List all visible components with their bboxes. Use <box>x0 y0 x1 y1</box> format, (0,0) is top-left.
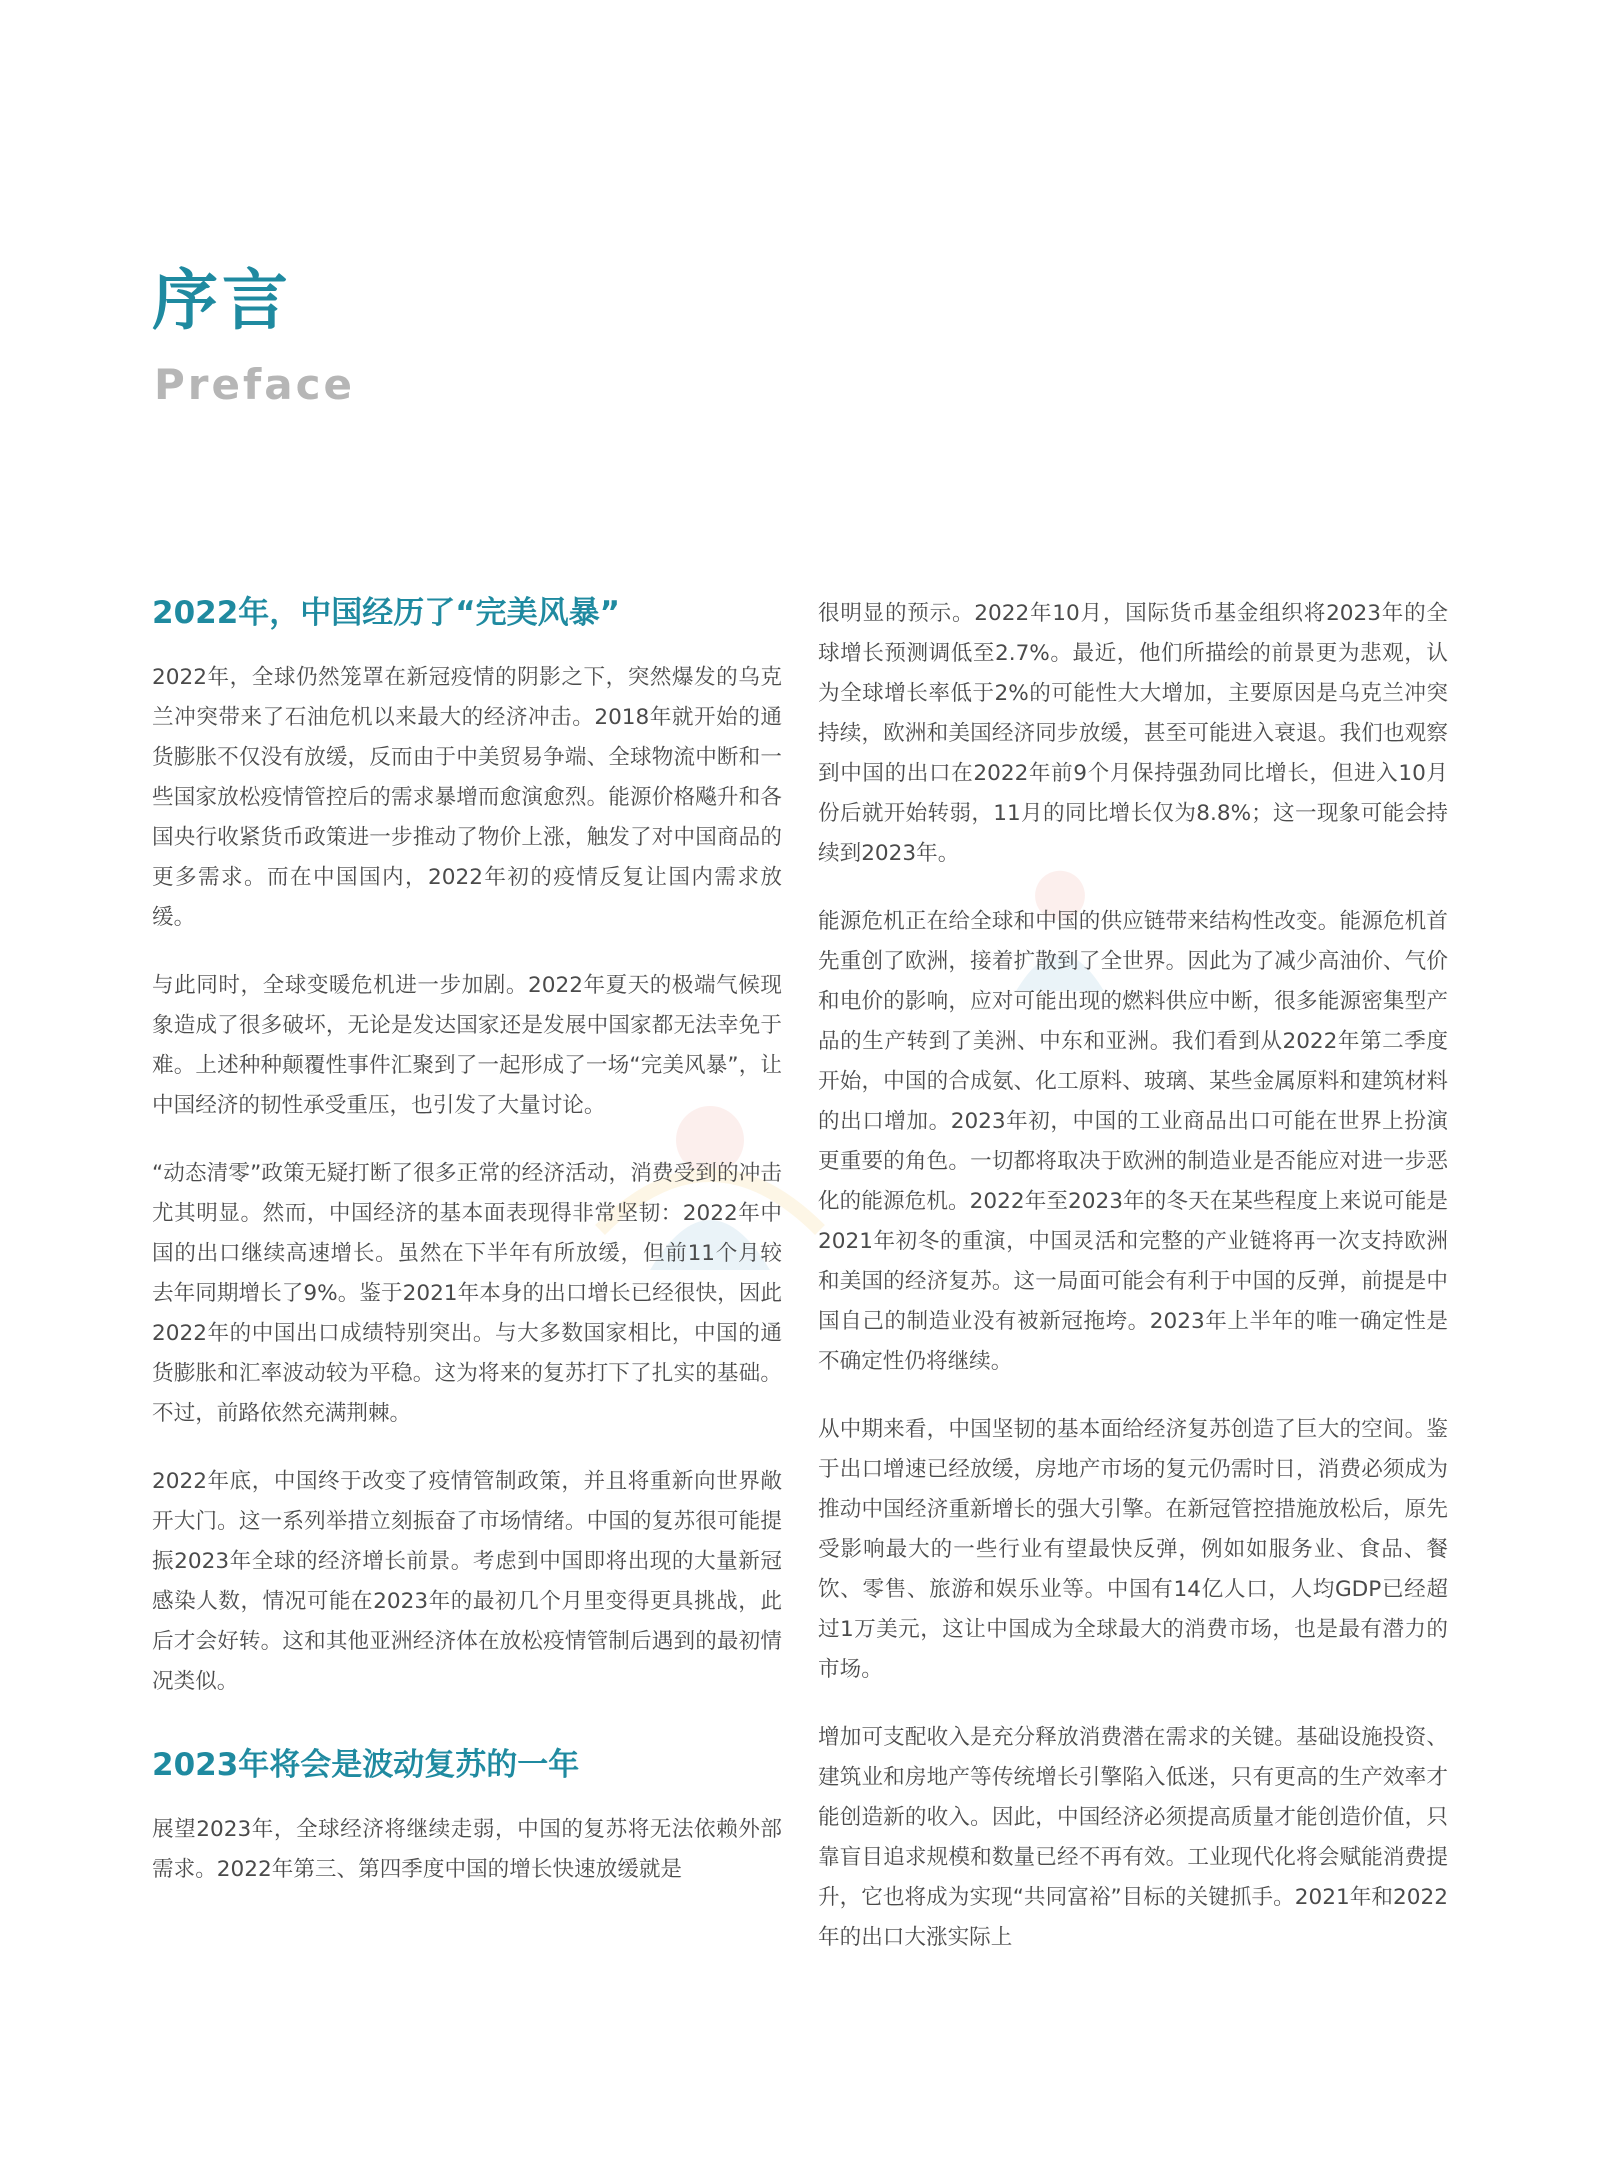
paragraph: 从中期来看，中国坚韧的基本面给经济复苏创造了巨大的空间。鉴于出口增速已经放缓，房地产市场的复元仍需时日，消费必须成为推动中国经济重新增长的强大引擎。在新冠管控措施放松后，原先受影响最大的一些行业有望最快反弹，例如如服务业、食品、餐饮、零售、旅游和娱乐业等。中国有14亿人口，人均GDP已经超过1万美元，这让中国成为全球最大的消费市场，也是最有潜力的市场。 <box>818 1417 1448 1682</box>
section-heading: 2023年将会是波动复苏的一年 <box>152 1747 580 1783</box>
paragraph: 展望2023年，全球经济将继续走弱，中国的复苏将无法依赖外部需求。2022年第三、第四季度中国的增长快速放缓就是 <box>152 1817 782 1882</box>
paragraph: 能源危机正在给全球和中国的供应链带来结构性改变。能源危机首先重创了欧洲，接着扩散到了全世界。因此为了减少高油价、气价和电价的影响，应对可能出现的燃料供应中断，很多能源密集型产品的生产转到了美洲、中东和亚洲。我们看到从2022年第二季度开始，中国的合成氨、化工原料、玻璃、某些金属原料和建筑材料的出口增加。2023年初，中国的工业商品出口可能在世界上扮演更重要的角色。一切都将取决于欧洲的制造业是否能应对进一步恶化的能源危机。2022年至2023年的冬天在某些程度上来说可能是2021年初冬的重演，中国灵活和完整的产业链将再一次支持欧洲和美国的经济复苏。这一局面可能会有利于中国的反弹，前提是中国自己的制造业没有被新冠拖垮。2023年上半年的唯一确定性是不确定性仍将继续。 <box>818 909 1448 1374</box>
paragraph: 很明显的预示。2022年10月，国际货币基金组织将2023年的全球增长预测调低至2.7%。最近，他们所描绘的前景更为悲观，认为全球增长率低于2%的可能性大大增加，主要原因是乌克兰冲突持续，欧洲和美国经济同步放缓，甚至可能进入衰退。我们也观察到中国的出口在2022年前9个月保持强劲同比增长，但进入10月份后就开始转弱，11月的同比增长仅为8.8%；这一现象可能会持续到2023年。 <box>818 601 1448 866</box>
section-heading: 2022年，中国经历了“完美风暴” <box>152 595 621 631</box>
paragraph: 2022年底，中国终于改变了疫情管制政策，并且将重新向世界敞开大门。这一系列举措立刻振奋了市场情绪。中国的复苏很可能提振2023年全球的经济增长前景。考虑到中国即将出现的大量新冠感染人数，情况可能在2023年的最初几个月里变得更具挑战，此后才会好转。这和其他亚洲经济体在放松疫情管制后遇到的最初情况类似。 <box>152 1469 782 1694</box>
page-title: 序言 <box>152 262 292 339</box>
paragraph: 与此同时，全球变暖危机进一步加剧。2022年夏天的极端气候现象造成了很多破坏，无论是发达国家还是发展中国家都无法幸免于难。上述种种颠覆性事件汇聚到了一起形成了一场“完美风暴”，让中国经济的韧性承受重压，也引发了大量讨论。 <box>152 973 782 1118</box>
paragraph: “动态清零”政策无疑打断了很多正常的经济活动，消费受到的冲击尤其明显。然而，中国经济的基本面表现得非常坚韧：2022年中国的出口继续高速增长。虽然在下半年有所放缓，但前11个月较去年同期增长了9%。鉴于2021年本身的出口增长已经很快，因此2022年的中国出口成绩特别突出。与大多数国家相比，中国的通货膨胀和汇率波动较为平稳。这为将来的复苏打下了扎实的基础。不过，前路依然充满荆棘。 <box>152 1161 782 1426</box>
paragraph: 增加可支配收入是充分释放消费潜在需求的关键。基础设施投资、建筑业和房地产等传统增长引擎陷入低迷，只有更高的生产效率才能创造新的收入。因此，中国经济必须提高质量才能创造价值，只靠盲目追求规模和数量已经不再有效。工业现代化将会赋能消费提升，它也将成为实现“共同富裕”目标的关键抓手。2021年和2022年的出口大涨实际上 <box>818 1725 1448 1950</box>
left-column <box>152 590 782 1918</box>
paragraph: 2022年，全球仍然笼罩在新冠疫情的阴影之下，突然爆发的乌克兰冲突带来了石油危机以来最大的经济冲击。2018年就开始的通货膨胀不仅没有放缓，反而由于中美贸易争端、全球物流中断和一些国家放松疫情管控后的需求暴增而愈演愈烈。能源价格飚升和各国央行收紧货币政策进一步推动了物价上涨，触发了对中国商品的更多需求。而在中国国内，2022年初的疫情反复让国内需求放缓。 <box>152 665 782 930</box>
page-subtitle: Preface <box>154 360 355 409</box>
right-column <box>818 594 1448 1986</box>
